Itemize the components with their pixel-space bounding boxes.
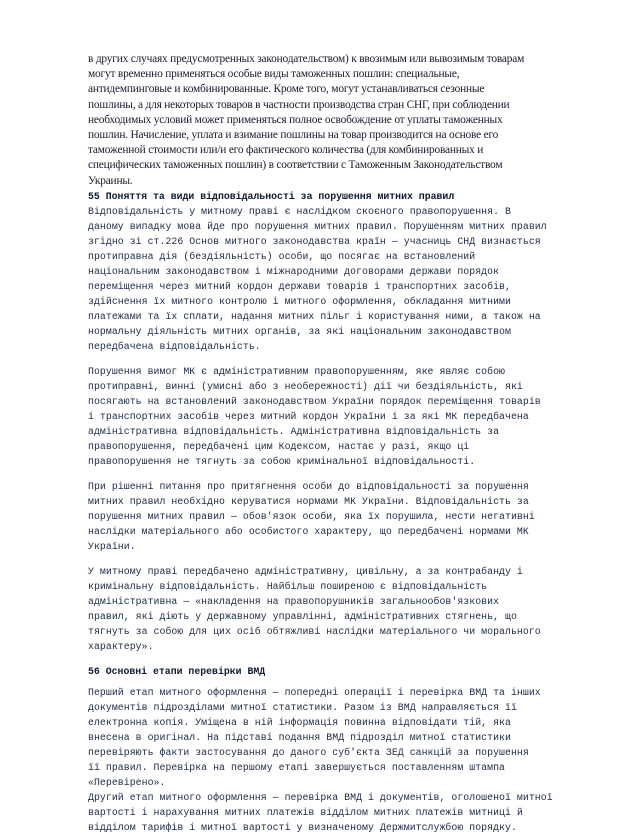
section-55-paragraph-4: У митному праві передбачено адміністративну, цивільну, а за контрабанду і кримінальну відповідальність. Найбільш поширеною є відповідальність адміністративна — «накладення на правопорушників загальнообов'язкових правил, які діють у державному управлінні, адміністративних стягнень, що тягнуть за собою для цих осіб обтяжливі наслідки матеріального чи морального характеру». [88, 565, 541, 652]
section-55-heading: 55 Поняття та види відповідальності за порушення митних правил [88, 190, 455, 202]
section-56-heading: 56 Основні етапи перевірки ВМД [88, 665, 266, 677]
section-55-paragraph-2: Порушення вимог МК є адміністративним правопорушенням, яке являє собою протиправні, винні (умисні або з необережності) дії чи бездіяльність, які посягають на встановлений законодавством України порядок переміщення товарів і транспортних засобів через митний кордон України і за які МК передбачена адміністративна відповідальність. Адміністративна відповідальність за правопорушення, передбачені цим Кодексом, настає у разі, якщо ці правопорушення не тягнуть за собою кримінальної відповідальності. [88, 365, 541, 467]
section-55-paragraph-3: При рішенні питання про притягнення особи до відповідальності за порушення митних правил необхідно керуватися нормами МК України. Відповідальність за порушення митних правил — обов'язок особи, яка їх порушила, нести негативні наслідки матеріального або особистого характеру, що передбачені нормами МК України. [88, 480, 535, 552]
intro-paragraph: в других случаях предусмотренных законодательством) к ввозимым или вывозимым товарам могут временно применяться особые виды таможенных пошлин: специальные, антидемпинговые и комбинированные. Кроме того, могут устанавливаться сезонные пошлины, а для некоторых товаров в частности производства стран СНГ, при соблюдении необходимых условий может применяться полное освобождение от уплаты таможенных пошлин. Начисление, уплата и взимание пошлины на товар производится на основе его таможенной стоимости или/и его фактического количества (для комбинированных и специфических таможенных пошлин) в соответствии с Таможенным Законодательством Украины. [88, 53, 525, 187]
section-56-paragraph: Перший етап митного оформлення — попередні операції і перевірка ВМД та інших документів підрозділами митної статистики. Разом із ВМД направляється її електронна копія. Уміщена в ній інформація повинна відповідати тій, яка внесена в оригінал. На підставі подання ВМД підрозділ митної статистики перевіряють факти застосування до даного суб'єкта ЗЕД санкцій за порушення її правил. Перевірка на першому етапі завершується поставленням штампа «Перевірено». Другий етап митного оформлення — перевірка ВМД і документів, оголошеної митної вартості і нарахування митних платежів відділом митних платежів митниці й відділом тарифів і митної вартості у визначеному Держмитслужбою порядку. [88, 686, 553, 833]
section-55-paragraph-1: Відповідальність у митному праві є наслідком скоєного правопорушення. В даному випадку мова йде про порушення митних правил. Порушенням митних правил згідно зі ст.226 Основ митного законодавства країн — учасниць СНД визнається протиправна дія (бездіяльність) особи, що посягає на встановлений національним законодавством і міжнародними договорами держави порядок переміщення через митний кордон держави товарів і транспортних засобів, здійснення їх митного контролю і митного оформлення, обкладання митними платежами та їх сплати, надання митних пільг і користування ними, а також на нормальну діяльність митних органів, за які національним законодавством передбачена відповідальність. [88, 205, 547, 352]
document-page [88, 52, 600, 835]
